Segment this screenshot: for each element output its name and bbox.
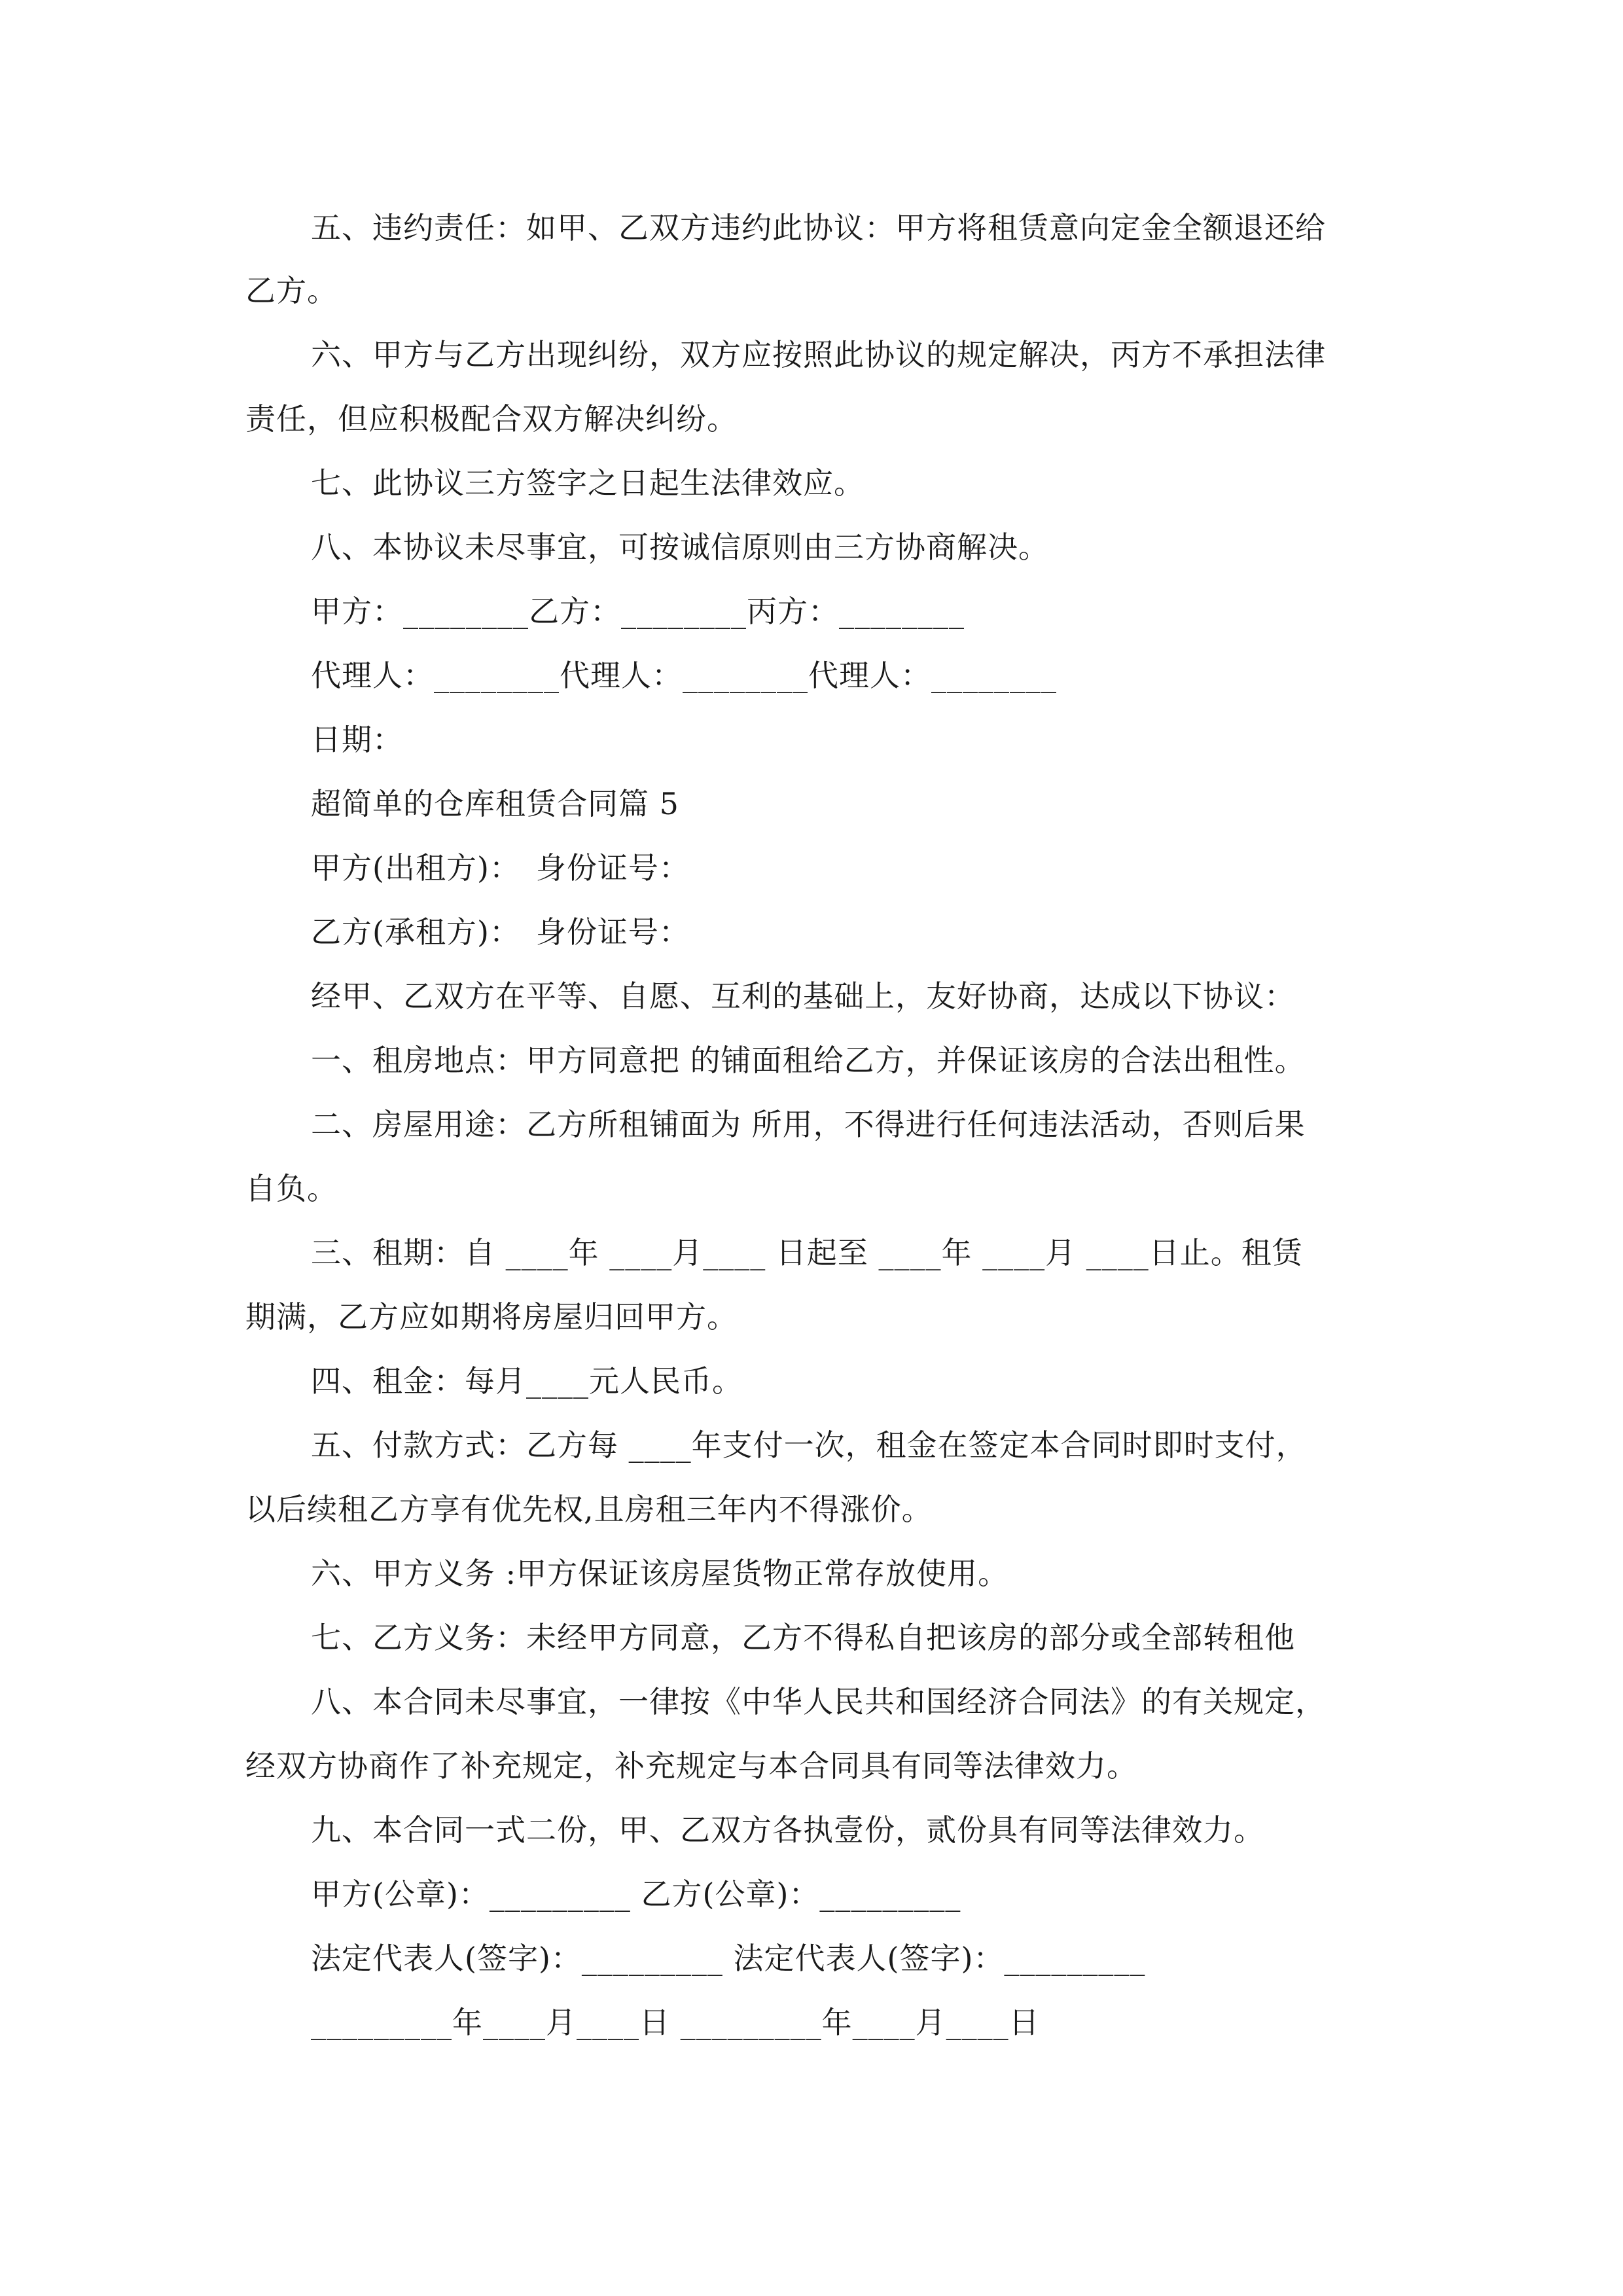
section-title: 超简单的仓库租赁合同篇 5 [311,786,679,821]
signature-line: 法定代表人(签字)：_________ 法定代表人(签字)：_________ [311,1941,1146,1976]
paragraph-line: 三、租期：自 ____年 ____月____ 日起至 ____年 ____月 ____日止。租赁 [311,1235,1303,1270]
paragraph-line: 二、房屋用途：乙方所租铺面为 所用，不得进行任何违法活动，否则后果 [311,1107,1306,1142]
paragraph-line: 以后续租乙方享有优先权,且房租三年内不得涨价。 [245,1492,933,1527]
paragraph-line: 五、违约责任：如甲、乙双方违约此协议：甲方将租赁意向定金全额退还给 [311,210,1326,245]
paragraph-line: 一、租房地点：甲方同意把 的铺面租给乙方，并保证该房的合法出租性。 [311,1043,1306,1078]
signature-line: 代理人：________代理人：________代理人：________ [311,658,1057,693]
signature-line: 甲方(公章)：_________ 乙方(公章)：_________ [311,1876,961,1912]
paragraph-line: 期满，乙方应如期将房屋归回甲方。 [245,1299,738,1335]
paragraph-line: 七、此协议三方签字之日起生法律效应。 [311,465,865,501]
paragraph-line: 六、甲方与乙方出现纠纷，双方应按照此协议的规定解决，丙方不承担法律 [311,337,1326,372]
paragraph-line: 五、付款方式：乙方每 ____年支付一次，租金在签定本合同时即时支付， [311,1427,1307,1463]
paragraph-line: 责任，但应积极配合双方解决纠纷。 [245,401,738,437]
paragraph-line: 乙方。 [245,273,338,308]
paragraph-line: 四、租金：每月____元人民币。 [311,1363,743,1399]
party-line: 甲方(出租方)： 身份证号： [311,850,690,886]
date-line: _________年____月____日 _________年____月____日 [311,2005,1040,2040]
paragraph-line: 六、甲方义务 :甲方保证该房屋货物正常存放使用。 [311,1556,1009,1591]
party-line: 乙方(承租方)： 身份证号： [311,914,690,950]
date-line: 日期： [311,722,403,757]
paragraph-line: 自负。 [245,1171,338,1206]
paragraph-line: 八、本合同未尽事宜，一律按《中华人民共和国经济合同法》的有关规定， [311,1684,1326,1719]
signature-line: 甲方：________乙方：________丙方：________ [311,594,965,629]
paragraph-line: 七、乙方义务：未经甲方同意，乙方不得私自把该房的部分或全部转租他 [311,1620,1295,1655]
paragraph-line: 经甲、乙双方在平等、自愿、互利的基础上，友好协商，达成以下协议： [311,978,1295,1014]
paragraph-line: 八、本协议未尽事宜，可按诚信原则由三方协商解决。 [311,529,1049,565]
paragraph-line: 经双方协商作了补充规定，补充规定与本合同具有同等法律效力。 [245,1748,1137,1784]
paragraph-line: 九、本合同一式二份，甲、乙双方各执壹份，贰份具有同等法律效力。 [311,1812,1264,1848]
